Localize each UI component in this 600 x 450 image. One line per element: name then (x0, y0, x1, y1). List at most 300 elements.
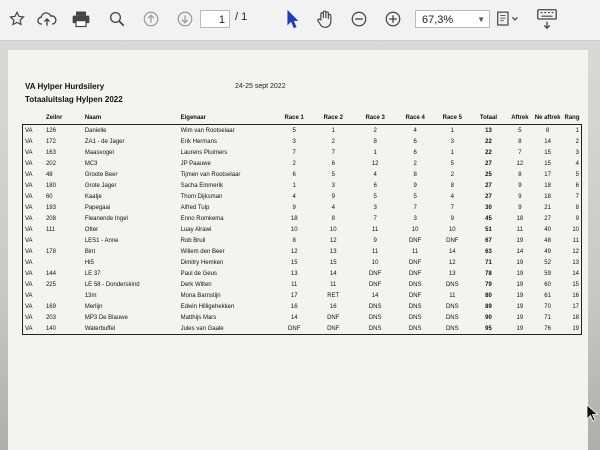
table-body (23, 125, 582, 335)
table-cell: VA (25, 281, 33, 288)
table-cell: Otter (84, 226, 99, 233)
table-cell: DNS (445, 314, 459, 321)
table-cell: 9 (450, 215, 454, 222)
zoom-level-value: 67,3% (422, 14, 454, 26)
zoom-search-icon[interactable] (104, 6, 130, 32)
table-cell: VA (25, 314, 33, 321)
table-cell: 27 (485, 182, 492, 189)
table-cell: Sacha Emmerik (180, 182, 223, 189)
table-cell: 71 (485, 259, 492, 266)
table-cell: 6 (575, 182, 579, 189)
col-header: Race 1 (284, 115, 304, 121)
table-row (23, 158, 582, 169)
table-cell: 208 (45, 215, 56, 222)
table-cell: 15 (290, 259, 298, 266)
col-header: Totaal (479, 115, 498, 121)
table-cell: 8 (575, 204, 579, 211)
table-cell (44, 290, 83, 301)
table-row (23, 290, 582, 301)
table-cell: VA (23, 125, 44, 137)
table-cell: VA (25, 182, 33, 189)
table-cell: 16 (290, 303, 298, 310)
table-cell: Derk Wilten (180, 281, 212, 288)
table-cell: 2 (292, 160, 296, 167)
table-cell: 4 (373, 171, 377, 178)
table-cell: 8 (533, 125, 563, 137)
table-cell: LE 37 (84, 270, 101, 277)
cloud-upload-icon[interactable] (34, 6, 60, 32)
table-cell: VA (25, 215, 33, 222)
table-cell: 51 (485, 226, 492, 233)
table-cell: VA (25, 248, 33, 255)
table-cell: 14 (544, 138, 551, 145)
table-cell: 48 (544, 237, 551, 244)
table-cell: DNS (408, 314, 422, 321)
table-cell: Groote Beer (84, 171, 118, 178)
table-cell: Edwin Hilligehekken (180, 303, 235, 310)
zoom-in-icon[interactable] (380, 6, 406, 32)
table-cell: 8 (413, 171, 417, 178)
table-cell: 3 (450, 138, 454, 145)
table-cell: 12 (572, 248, 579, 255)
table-cell: 14 (448, 248, 456, 255)
table-cell: 4 (292, 193, 296, 200)
table-cell: Merlijn (84, 303, 103, 310)
table-cell: 19 (516, 314, 524, 321)
table-cell: VA (25, 171, 33, 178)
table-cell: 9 (518, 182, 522, 189)
document-subtitle: Totaaluitslag Hylpen 2022 (25, 95, 123, 104)
table-cell: 76 (544, 325, 551, 332)
table-cell: DNF (327, 314, 340, 321)
col-header: Naam (84, 115, 102, 121)
table-cell: DNF (368, 270, 382, 277)
table-row (23, 169, 582, 180)
table-cell: 16 (329, 303, 337, 310)
page-total: / 1 (235, 11, 248, 23)
table-row (23, 268, 582, 279)
table-cell: Jules van Gaale (180, 325, 224, 332)
results-table (22, 112, 582, 335)
table-cell: 19 (516, 259, 524, 266)
table-cell: 11 (330, 281, 337, 288)
table-cell: Wim van Rootselaar (179, 125, 277, 137)
table-cell: 19 (516, 325, 524, 332)
table-cell: Papegaai (84, 204, 111, 211)
document-title: VA Hylper Hurdsilery (25, 82, 105, 91)
table-cell: 3 (413, 215, 417, 222)
table-cell: 169 (45, 303, 56, 310)
table-cell: 8 (518, 138, 522, 145)
table-cell: 60 (45, 193, 53, 200)
table-cell: 8 (450, 182, 454, 189)
table-cell: 12 (516, 160, 524, 167)
table-cell: 1 (373, 149, 377, 156)
table-cell: Waterbuffel (84, 325, 116, 332)
table-cell: 6 (331, 160, 335, 167)
table-cell: 79 (485, 281, 492, 288)
table-cell: VA (25, 160, 33, 167)
table-cell: VA (25, 204, 33, 211)
table-cell: 48 (45, 171, 53, 178)
arrow-up-circle-icon[interactable] (138, 6, 164, 32)
table-cell: 178 (45, 248, 56, 255)
table-cell: DNF (288, 325, 301, 332)
table-cell: 5 (413, 193, 417, 200)
table-cell: DNS (408, 303, 422, 310)
table-cell: 8 (292, 237, 296, 244)
table-cell: 11 (572, 237, 579, 244)
table-cell: 59 (544, 270, 551, 277)
table-cell: 8 (331, 215, 335, 222)
table-cell: 18 (572, 314, 579, 321)
arrow-down-circle-icon[interactable] (172, 6, 198, 32)
table-cell: Danielle (83, 125, 179, 137)
table-cell: 7 (331, 149, 335, 156)
table-cell: 19 (516, 281, 524, 288)
table-cell: 13 (448, 270, 456, 277)
table-cell: 19 (516, 303, 524, 310)
chevron-down-icon: ▼ (477, 15, 485, 24)
table-cell: 3 (575, 149, 579, 156)
table-cell: 17 (572, 303, 579, 310)
table-cell: VA (25, 226, 33, 233)
table-cell: VA (25, 270, 33, 277)
table-header-row (23, 112, 582, 125)
table-cell: Paul de Geus (180, 270, 217, 277)
table-row (23, 301, 582, 312)
table-cell: 9 (518, 204, 522, 211)
table-cell: 5 (507, 125, 533, 137)
table-cell: 10 (411, 226, 419, 233)
table-cell: 225 (45, 281, 56, 288)
table-cell: MC3 (84, 160, 98, 167)
table-cell: 13 (329, 248, 337, 255)
table-cell: Erik Hermans (180, 138, 217, 145)
col-header: Aftrek (511, 115, 529, 121)
table-cell: 12 (329, 237, 337, 244)
table-cell: 144 (45, 270, 56, 277)
table-cell: 2 (575, 138, 579, 145)
table-cell: 27 (485, 160, 492, 167)
table-cell: VA (25, 259, 33, 266)
table-cell: DNS (408, 281, 422, 288)
page-number-input[interactable]: 1 (200, 10, 230, 28)
table-cell: 126 (44, 125, 83, 137)
table-cell: 7 (575, 193, 579, 200)
table-cell: 5 (575, 171, 579, 178)
table-row (23, 125, 582, 137)
table-cell: 15 (572, 281, 579, 288)
table-cell: 8 (518, 171, 522, 178)
col-header: Ne aftrek (534, 115, 561, 121)
col-header: Race 2 (323, 115, 343, 121)
table-cell: Thom Dijksman (180, 193, 223, 200)
col-header: Rang (564, 115, 580, 121)
table-cell: 8 (373, 138, 377, 145)
table-cell: 10 (329, 226, 337, 233)
table-cell: 163 (45, 149, 56, 156)
mouse-cursor-icon (586, 404, 598, 427)
col-header: Zeilnr (45, 115, 63, 121)
table-cell: 9 (373, 237, 377, 244)
table-cell: MP3 De Blauwe (84, 314, 128, 321)
table-cell: 10 (572, 226, 579, 233)
table-cell: 6 (292, 171, 296, 178)
table-cell: 13 (572, 259, 579, 266)
table-cell: 4 (396, 125, 435, 137)
table-cell: 2 (355, 125, 396, 137)
star-icon[interactable] (4, 6, 30, 32)
table-cell: VA (25, 292, 33, 299)
table-cell: 14 (371, 292, 379, 299)
table-cell: Dimitry Hemken (180, 259, 224, 266)
table-cell: ZA1 - de Jager (84, 138, 125, 145)
table-row (23, 279, 582, 290)
table-cell: 12 (290, 248, 298, 255)
table-cell: VA (25, 149, 33, 156)
table-cell: Kaatje (84, 193, 102, 200)
table-cell: 18 (544, 193, 551, 200)
table-cell: 9 (518, 193, 522, 200)
table-cell: 1 (292, 182, 296, 189)
table-cell: Grote Jager (84, 182, 117, 189)
table-cell: 22 (485, 149, 492, 156)
table-cell: 13m (84, 292, 97, 299)
table-cell: Laurens Pluimers (180, 149, 228, 156)
table-cell: Willem den Beer (180, 248, 225, 255)
table-cell: 5 (331, 171, 335, 178)
table-cell: 9 (292, 204, 296, 211)
table-row (23, 202, 582, 213)
table-cell: Mona Barnstijn (180, 292, 221, 299)
table-cell: Luay Alrawi (180, 226, 212, 233)
table-cell: 7 (373, 215, 377, 222)
table-cell: DNF (408, 292, 422, 299)
table-cell: RET (327, 292, 340, 299)
table-cell: 11 (372, 226, 379, 233)
table-cell (44, 235, 83, 246)
table-cell: 22 (485, 138, 492, 145)
table-cell: 11 (449, 292, 456, 299)
table-cell: 2 (450, 171, 454, 178)
table-cell: 14 (572, 270, 579, 277)
table-cell: 6 (373, 182, 377, 189)
table-cell: 9 (413, 182, 417, 189)
table-cell: 140 (45, 325, 56, 332)
table-row (23, 235, 582, 246)
keyboard-icon[interactable] (532, 6, 562, 32)
col-header: Race 4 (405, 115, 425, 121)
table-row (23, 180, 582, 191)
table-cell: 19 (516, 270, 524, 277)
table-cell: 19 (572, 325, 579, 332)
hand-icon[interactable] (312, 6, 338, 32)
table-cell: DNS (445, 325, 459, 332)
table-cell: 1 (435, 125, 470, 137)
table-cell: Enno Romkema (180, 215, 224, 222)
table-cell: 6 (413, 149, 417, 156)
zoom-level-select[interactable] (415, 10, 490, 28)
table-cell: 2 (413, 160, 417, 167)
table-cell: DNS (368, 303, 382, 310)
table-cell: 6 (413, 138, 417, 145)
table-cell: 3 (331, 182, 335, 189)
table-cell: 67 (485, 237, 492, 244)
table-cell: DNF (446, 237, 459, 244)
table-row (23, 136, 582, 147)
table-cell: 16 (572, 292, 579, 299)
table-cell: 9 (331, 193, 335, 200)
table-cell: 95 (485, 325, 492, 332)
table-cell: 18 (290, 215, 298, 222)
table-cell: Alfred Tulp (180, 204, 210, 211)
table-cell: 17 (290, 292, 298, 299)
table-cell: DNS (445, 303, 459, 310)
table-cell: 18 (516, 215, 524, 222)
table-cell: Fleanende Ingel (84, 215, 128, 222)
table-cell: 15 (329, 259, 337, 266)
table-cell: Matthijs Mars (180, 314, 217, 321)
table-cell: 18 (544, 182, 551, 189)
table-row (23, 147, 582, 158)
col-header: Eigenaar (180, 115, 206, 121)
table-cell: VA (25, 237, 33, 244)
table-cell: DNS (368, 314, 382, 321)
table-cell: 11 (291, 281, 298, 288)
table-cell: Maasvogel (84, 149, 114, 156)
table-cell: DNS (445, 281, 459, 288)
table-cell: 17 (544, 171, 551, 178)
table-cell: 14 (329, 270, 337, 277)
table-cell: DNF (327, 325, 340, 332)
table-cell: 1 (562, 125, 581, 137)
table-row (23, 191, 582, 202)
print-icon[interactable] (68, 6, 94, 32)
table-cell: 172 (45, 138, 56, 145)
table-row (23, 257, 582, 268)
pointer-icon[interactable] (280, 6, 304, 32)
table-cell: 202 (45, 160, 56, 167)
table-cell: JP Paauwe (180, 160, 211, 167)
table-cell: 10 (290, 226, 298, 233)
table-cell: 27 (544, 215, 551, 222)
table-cell: Bint (84, 248, 96, 255)
pdf-toolbar (0, 0, 600, 41)
page-settings-icon[interactable] (494, 6, 522, 32)
table-cell: 11 (516, 226, 523, 233)
table-cell: 3 (373, 204, 377, 211)
table-cell: DNS (368, 325, 382, 332)
table-cell: Rob Bruil (180, 237, 206, 244)
table-cell: 90 (485, 314, 492, 321)
table-row (23, 323, 582, 335)
table-cell: 61 (544, 292, 551, 299)
table-cell: 7 (518, 149, 522, 156)
table-cell: 111 (45, 226, 56, 233)
table-cell: DNF (408, 237, 422, 244)
table-cell: 27 (485, 193, 492, 200)
table-cell: 49 (544, 248, 551, 255)
table-cell: 5 (450, 160, 454, 167)
table-cell: VA (25, 138, 33, 145)
table-cell: 15 (544, 160, 551, 167)
table-row (23, 312, 582, 323)
table-cell: 70 (544, 303, 551, 310)
table-cell: 45 (485, 215, 492, 222)
table-cell: 180 (45, 182, 56, 189)
table-cell: 15 (544, 149, 551, 156)
table-cell: 10 (448, 226, 456, 233)
table-cell: 5 (277, 125, 312, 137)
zoom-out-icon[interactable] (346, 6, 372, 32)
table-cell: 1 (312, 125, 355, 137)
table-cell: 7 (450, 204, 454, 211)
table-cell: 10 (371, 259, 379, 266)
table-cell: 25 (485, 171, 492, 178)
table-row (23, 246, 582, 257)
table-cell (44, 257, 83, 268)
table-cell: 5 (373, 193, 377, 200)
table-cell: 4 (575, 160, 579, 167)
table-cell: Tijmen van Rootselaar (180, 171, 241, 178)
table-cell: LE 58 - Donderskind (84, 281, 140, 288)
table-cell: 78 (485, 270, 492, 277)
table-cell: 7 (413, 204, 417, 211)
table-cell: 60 (544, 281, 551, 288)
col-header: Race 3 (365, 115, 385, 121)
event-date: 24-25 sept 2022 (235, 83, 286, 90)
table-cell: Hi5 (84, 259, 94, 266)
table-cell: 19 (516, 237, 524, 244)
table-cell: 203 (45, 314, 56, 321)
table-cell: 1 (450, 149, 454, 156)
col-header (23, 112, 44, 125)
table-cell: 13 (290, 270, 298, 277)
table-cell: 80 (485, 292, 492, 299)
table-cell: 89 (485, 303, 492, 310)
table-cell: 63 (485, 248, 492, 255)
table-cell: 19 (516, 292, 524, 299)
table-cell: 14 (516, 248, 524, 255)
col-header: Race 5 (442, 115, 462, 121)
table-cell: 21 (544, 204, 551, 211)
table-cell: LES1 - Anne (84, 237, 119, 244)
table-cell: 2 (331, 138, 335, 145)
table-cell: 193 (45, 204, 56, 211)
table-cell: 4 (450, 193, 454, 200)
table-row (23, 224, 582, 235)
table-cell: VA (25, 325, 33, 332)
table-cell: 3 (292, 138, 296, 145)
table-cell: 7 (292, 149, 296, 156)
table-row (23, 213, 582, 224)
table-cell: DNF (368, 281, 382, 288)
table-cell: 30 (485, 204, 492, 211)
table-cell: 11 (412, 248, 419, 255)
table-cell: 52 (544, 259, 551, 266)
table-cell: 13 (470, 125, 507, 137)
table-cell: 40 (544, 226, 551, 233)
table-cell: VA (25, 193, 33, 200)
table-cell: DNS (408, 325, 422, 332)
table-cell: 12 (371, 160, 379, 167)
table-cell: 9 (575, 215, 579, 222)
table-cell: 12 (448, 259, 456, 266)
table-cell: 14 (290, 314, 298, 321)
table-cell: 71 (544, 314, 551, 321)
table-cell: DNF (408, 259, 422, 266)
